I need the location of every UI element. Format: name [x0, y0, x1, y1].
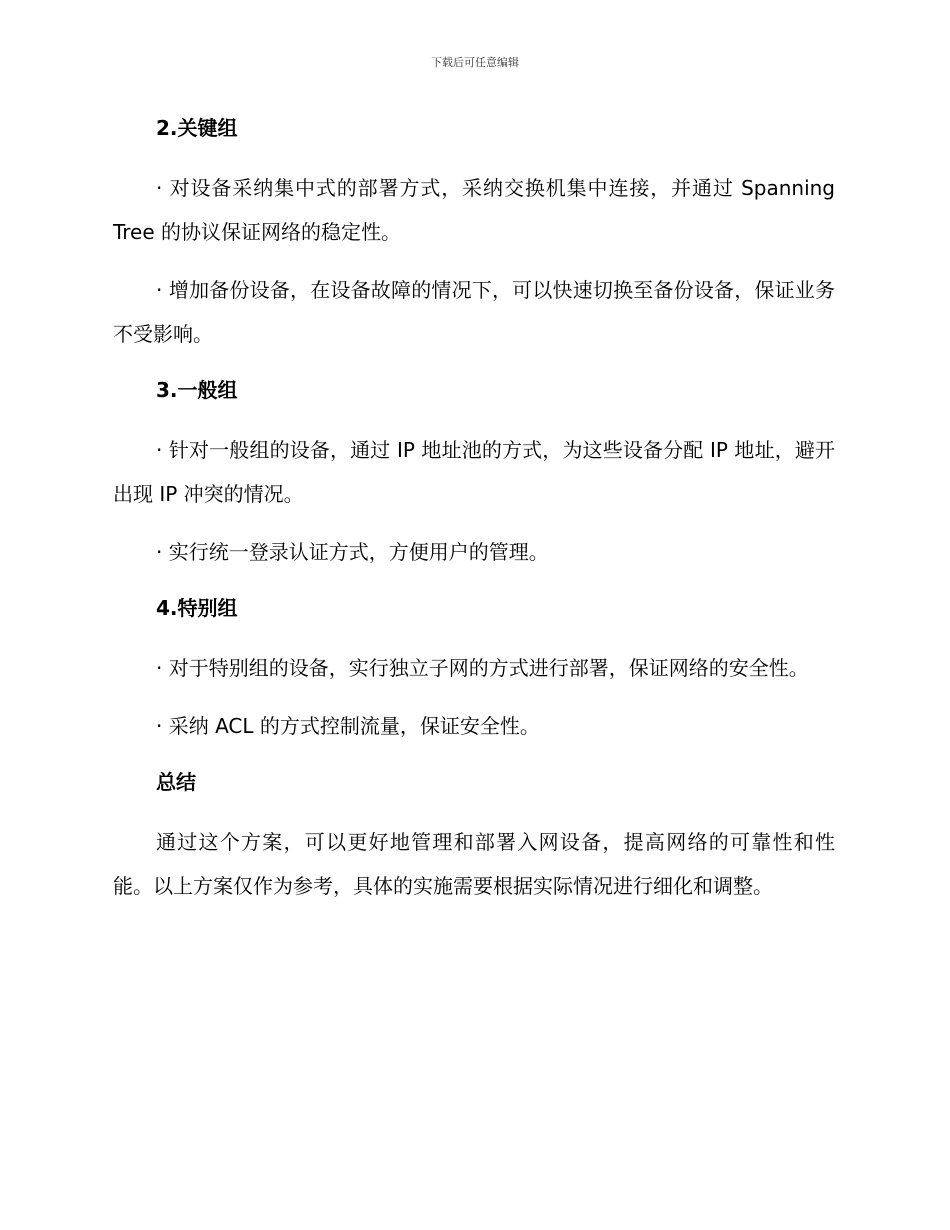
document-body: [113, 108, 835, 922]
header-note: 下载后可任意编辑: [431, 56, 519, 69]
section-heading-special-group: 4.特别组: [156, 596, 238, 620]
paragraph: · 增加备份设备，在设备故障的情况下，可以快速切换至备份设备，保证业务不受影响。: [113, 278, 835, 346]
section-heading-summary: 总结: [156, 770, 196, 794]
paragraph: 通过这个方案，可以更好地管理和部署入网设备，提高网络的可靠性和性能。以上方案仅作为参考，具体的实施需要根据实际情况进行细化和调整。: [113, 830, 835, 898]
paragraph: · 采纳 ACL 的方式控制流量，保证安全性。: [156, 714, 540, 738]
section-heading-key-group: 2.关键组: [156, 116, 238, 140]
paragraph: · 针对一般组的设备，通过 IP 地址池的方式，为这些设备分配 IP 地址，避开出现 IP 冲突的情况。: [113, 438, 835, 506]
paragraph: · 实行统一登录认证方式，方便用户的管理。: [156, 540, 549, 564]
paragraph: · 对设备采纳集中式的部署方式，采纳交换机集中连接，并通过 Spanning Tree 的协议保证网络的稳定性。: [113, 176, 835, 244]
section-heading-general-group: 3.一般组: [156, 378, 238, 402]
paragraph: · 对于特别组的设备，实行独立子网的方式进行部署，保证网络的安全性。: [156, 656, 809, 680]
